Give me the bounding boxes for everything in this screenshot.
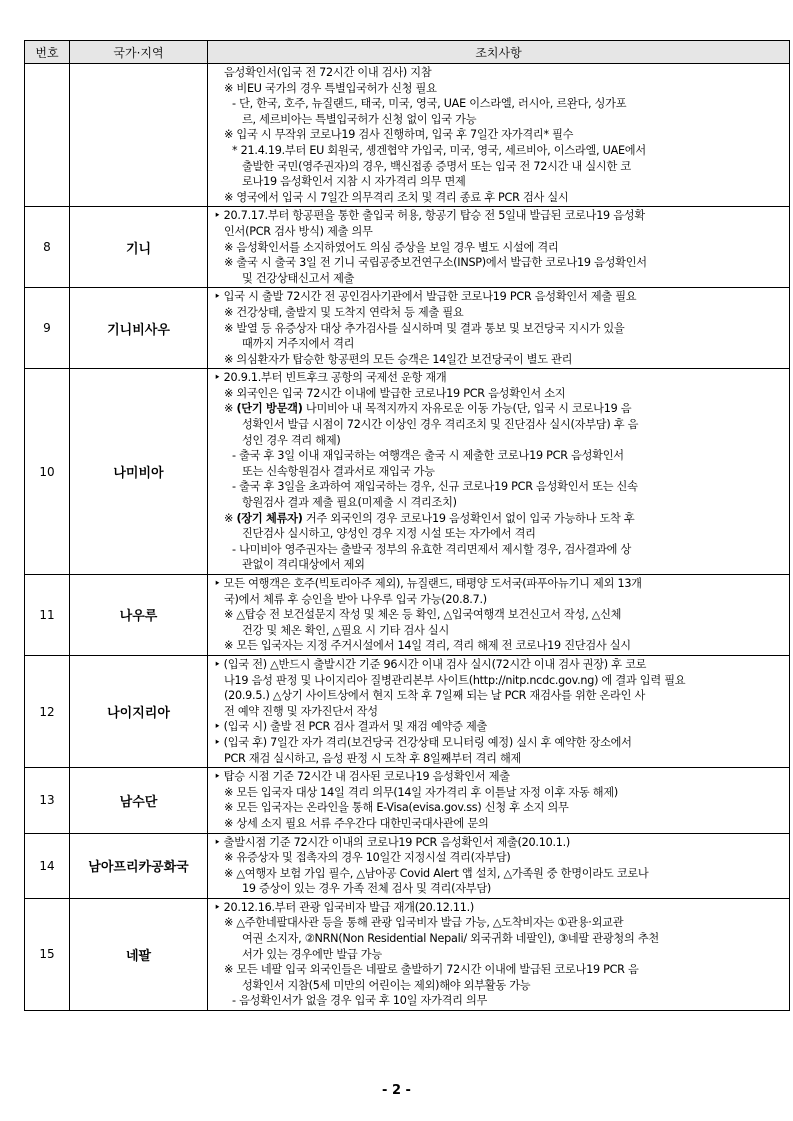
measure-line: 또는 신속항원검사 결과서로 재입국 가능 <box>242 464 435 478</box>
measure-line: - 음성확인서가 없을 경우 입국 후 10일 자가격리 의무 <box>232 994 488 1008</box>
measure-line: ※ 모든 입국자는 지정 주거시설에서 14일 격리, 격리 해제 전 코로나19 진단검사 실시 <box>224 639 631 653</box>
measure-line: ‣ 20.12.16.부터 관광 입국비자 발급 재개(20.12.11.) <box>214 900 475 914</box>
row-number: 9 <box>25 288 70 369</box>
row-measures <box>208 207 790 288</box>
row-number <box>25 64 70 207</box>
measure-line: ‣ 모든 여행객은 호주(빅토리아주 제외), 뉴질랜드, 태평양 도서국(파푸아뉴기니 제외 13개 <box>214 577 642 590</box>
measure-line: ※ 외국인은 입국 72시간 이내에 발급한 코로나19 PCR 음성확인서 소지 <box>224 386 566 400</box>
measure-line: ※ 모든 입국자는 온라인을 통해 E-Visa(evisa.gov.ss) 신청 후 소지 의무 <box>224 801 569 815</box>
measure-line: ‣ (입국 시) 출발 전 PCR 검사 결과서 및 재검 예약증 제출 <box>214 720 488 734</box>
measure-line: ‣ 20.7.17.부터 항공편을 통한 출입국 허용, 항공기 탑승 전 5일내 발급된 코로나19 음성확 <box>214 209 645 223</box>
measure-line: ※ △주한네팔대사관 등을 통해 관광 입국비자 발급 가능, △도착비자는 ①관용·외교관 <box>224 916 624 930</box>
measure-line: 여권 소지자, ②NRN(Non Residential Nepali/ 외국귀화 네팔인), ③네팔 관광청의 추천 <box>242 932 659 946</box>
measure-line: 및 건강상태신고서 제출 <box>242 271 355 285</box>
table-row <box>25 64 790 207</box>
table-row <box>25 833 790 898</box>
measure-line: 르, 세르비아는 특별입국허가 신청 없이 입국 가능 <box>242 112 477 126</box>
row-measures <box>208 898 790 1010</box>
row-country <box>70 64 208 207</box>
bold-label: (장기 체류자) <box>236 511 303 525</box>
measure-line: 전 예약 진행 및 자가진단서 작성 <box>224 704 378 718</box>
measure-line: - 출국 후 3일 이내 재입국하는 여행객은 출국 시 제출한 코로나19 PCR 음성확인서 <box>232 449 624 463</box>
measure-line: ‣ 입국 시 출발 72시간 전 공인검사기관에서 발급한 코로나19 PCR 음성확인서 제출 필요 <box>214 290 637 304</box>
row-number: 14 <box>25 833 70 898</box>
row-country: 남수단 <box>70 768 208 833</box>
table-body <box>25 64 790 1011</box>
table-header-row <box>25 41 790 64</box>
measure-line: * 21.4.19.부터 EU 회원국, 솅겐협약 가입국, 미국, 영국, 세르비아, 이스라엘, UAE에서 <box>232 143 646 157</box>
measure-line: ※ △탑승 전 보건설문지 작성 및 체온 등 확인, △입국여행객 보건신고서 작성, △신체 <box>224 608 622 622</box>
measure-line: ※ 유증상자 및 접촉자의 경우 10일간 지정시설 격리(자부담) <box>224 851 511 865</box>
measure-line: 서가 있는 경우에만 발급 가능 <box>242 947 382 961</box>
measure-line: ‣ 20.9.1.부터 빈트후크 공항의 국제선 운항 재개 <box>214 371 447 385</box>
measure-line: 건강 및 체온 확인, △필요 시 기타 검사 실시 <box>242 623 450 637</box>
measure-line: 로나19 음성확인서 지참 시 자가격리 의무 면제 <box>242 175 466 189</box>
row-number: 12 <box>25 655 70 767</box>
header-measures: 조치사항 <box>208 41 790 64</box>
measure-line: ※ 모든 입국자 대상 14일 격리 의무(14일 자가격리 후 이튿날 자정 이후 자동 해제) <box>224 785 618 799</box>
measure-line: (20.9.5.) △상기 사이트상에서 현지 도착 후 7일째 되는 날 PCR 재검사를 위한 온라인 사 <box>224 689 646 703</box>
measures-table <box>24 40 790 1011</box>
row-number: 10 <box>25 369 70 575</box>
bold-label: (단기 방문객) <box>236 402 303 416</box>
row-measures <box>208 655 790 767</box>
measure-line: ※ △여행자 보험 가입 필수, △남아공 Covid Alert 앱 설치, △가족원 중 한명이라도 코로나 <box>224 866 649 880</box>
measure-line: ‣ 탑승 시점 기준 72시간 내 검사된 코로나19 음성확인서 제출 <box>214 770 510 784</box>
measure-line: ※ 모든 네팔 입국 외국인들은 네팔로 출발하기 72시간 이내에 발급된 코로나19 PCR 음 <box>224 963 639 977</box>
measure-line: ※ 입국 시 무작위 코로나19 검사 진행하며, 입국 후 7일간 자가격리* 필수 <box>224 128 574 142</box>
measure-line: ※ 건강상태, 출발지 및 도착지 연락처 등 제출 필요 <box>224 305 464 319</box>
table-row <box>25 898 790 1010</box>
row-country: 기니 <box>70 207 208 288</box>
measure-line: ※ 출국 시 출국 3일 전 기니 국립공중보건연구소(INSP)에서 발급한 코로나19 음성확인서 <box>224 256 647 270</box>
measure-line: 인서(PCR 검사 방식) 제출 의무 <box>224 224 373 238</box>
measure-line: 성인 경우 격리 해제) <box>242 433 341 447</box>
row-measures <box>208 768 790 833</box>
row-number: 8 <box>25 207 70 288</box>
row-country: 남아프리카공화국 <box>70 833 208 898</box>
measure-line: 관없이 격리대상에서 제외 <box>242 558 365 572</box>
row-country: 나우루 <box>70 575 208 656</box>
measure-line: 성확인서 발급 시점이 72시간 이상인 경우 격리조치 및 진단검사 실시(자부담) 후 음 <box>242 418 639 432</box>
row-measures <box>208 64 790 207</box>
measure-line: - 출국 후 3일을 초과하여 재입국하는 경우, 신규 코로나19 PCR 음성확인서 또는 신속 <box>232 480 638 494</box>
measure-line: 19 증상이 있는 경우 가족 전체 검사 및 격리(자부담) <box>242 882 492 896</box>
row-measures <box>208 288 790 369</box>
header-country: 국가·지역 <box>70 41 208 64</box>
measure-line: 나19 음성 판정 및 나이지리아 질병관리본부 사이트(http://nitp.ncdc.gov.ng) 에 결과 입력 필요 <box>224 673 686 687</box>
row-country: 네팔 <box>70 898 208 1010</box>
row-country: 기니비사우 <box>70 288 208 369</box>
table-row <box>25 575 790 656</box>
measure-line: 항원검사 결과 제출 필요(미제출 시 격리조치) <box>242 496 457 510</box>
measure-line: 음성확인서(입국 전 72시간 이내 검사) 지참 <box>224 66 432 79</box>
row-measures <box>208 369 790 575</box>
header-number: 번호 <box>25 41 70 64</box>
measure-line: ※ 상세 소지 필요 서류 주우간다 대한민국대사관에 문의 <box>224 816 489 830</box>
row-number: 15 <box>25 898 70 1010</box>
table-row <box>25 768 790 833</box>
measure-line: 성확인서 지참(5세 미만의 어린이는 제외)해야 외부활동 가능 <box>242 978 531 992</box>
measure-line: 국)에서 체류 후 승인을 받아 나우루 입국 가능(20.8.7.) <box>224 592 487 606</box>
row-number: 13 <box>25 768 70 833</box>
measure-line: ‣ (입국 전) △반드시 출발시간 기준 96시간 이내 검사 실시(72시간 이내 검사 권장) 후 코로 <box>214 657 647 671</box>
measure-line: ※ 비EU 국가의 경우 특별입국허가 신청 필요 <box>224 81 437 95</box>
measure-line: ※ (단기 방문객) 나미비아 내 목적지까지 자유로운 이동 가능(단, 입국 시 코로나19 음 <box>224 402 632 416</box>
measure-line: ※ 발열 등 유증상자 대상 추가검사를 실시하며 및 결과 통보 및 보건당국 지시가 있을 <box>224 321 625 335</box>
row-measures <box>208 575 790 656</box>
measure-line: ※ 영국에서 입국 시 7일간 의무격리 조치 및 격리 종료 후 PCR 검사 실시 <box>224 190 569 204</box>
measure-line: - 나미비아 영주권자는 출발국 정부의 유효한 격리면제서 제시할 경우, 검사결과에 상 <box>232 542 632 556</box>
table-row <box>25 369 790 575</box>
measure-line: 진단검사 실시하고, 양성인 경우 지정 시설 또는 자가에서 격리 <box>242 527 536 541</box>
measure-line: ‣ 출발시점 기준 72시간 이내의 코로나19 PCR 음성확인서 제출(20.10.1.) <box>214 835 571 849</box>
row-country: 나미비아 <box>70 369 208 575</box>
measure-line: 때까지 거주지에서 격리 <box>242 337 355 351</box>
page-number: - 2 - <box>382 1083 411 1098</box>
measure-line: ‣ (입국 후) 7일간 자가 격리(보건당국 건강상태 모니터링 예정) 실시 후 예약한 장소에서 <box>214 735 632 749</box>
measure-line: ※ 의심환자가 탑승한 항공편의 모든 승객은 14일간 보건당국이 별도 관리 <box>224 352 573 366</box>
table-row <box>25 207 790 288</box>
measure-line: - 단, 한국, 호주, 뉴질랜드, 태국, 미국, 영국, UAE 이스라엘, 러시아, 르완다, 싱가포 <box>232 97 627 111</box>
measure-line: ※ 음성확인서를 소지하였어도 의심 증상을 보일 경우 별도 시설에 격리 <box>224 240 559 254</box>
row-country: 나이지리아 <box>70 655 208 767</box>
measure-line: 출발한 국민(영주권자)의 경우, 백신접종 증명서 또는 입국 전 72시간 내 실시한 코 <box>242 159 631 173</box>
table-row <box>25 655 790 767</box>
measure-line: PCR 재검 실시하고, 음성 판정 시 도착 후 8일째부터 격리 해제 <box>224 751 522 765</box>
row-measures <box>208 833 790 898</box>
measure-line: ※ (장기 체류자) 거주 외국인의 경우 코로나19 음성확인서 없이 입국 가능하나 도착 후 <box>224 511 635 525</box>
table-row <box>25 288 790 369</box>
row-number: 11 <box>25 575 70 656</box>
